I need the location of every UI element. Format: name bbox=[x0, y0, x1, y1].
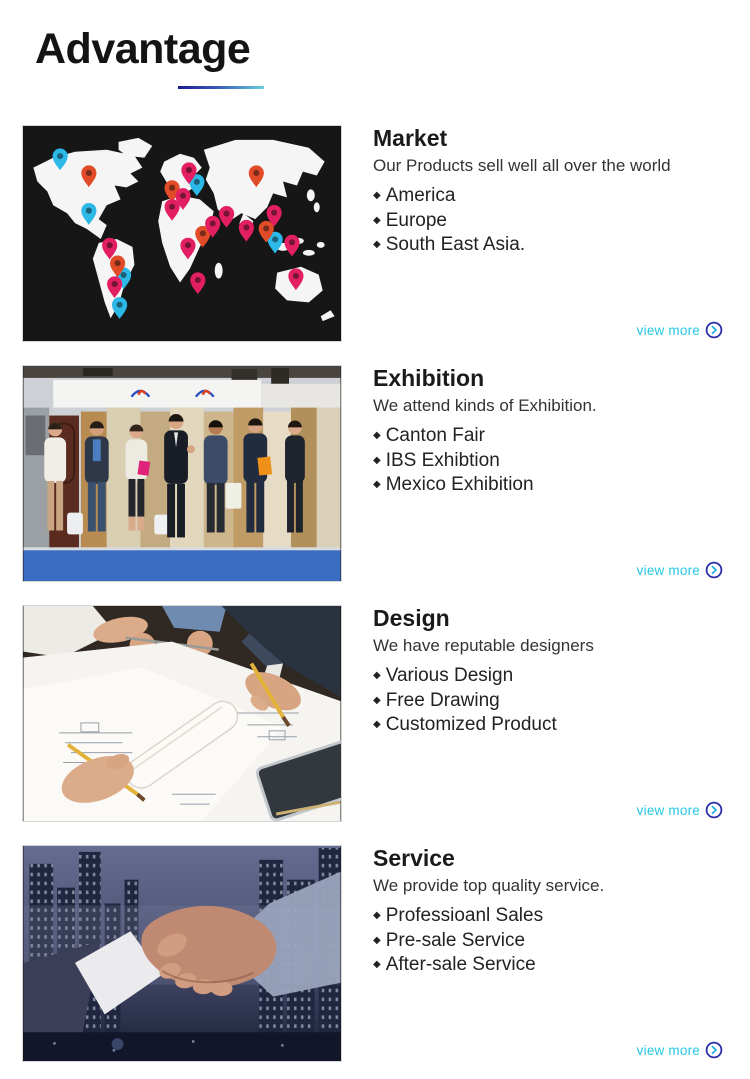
bullet-label: Mexico Exhibition bbox=[385, 474, 534, 496]
service-photo-graphic bbox=[23, 846, 341, 1061]
list-item bbox=[373, 953, 723, 978]
exhibition-photo-graphic bbox=[23, 366, 341, 581]
bullet-label: America bbox=[385, 185, 456, 207]
view-more-link[interactable] bbox=[637, 321, 723, 339]
world-map-image bbox=[22, 125, 342, 342]
diamond-bullet-icon: ◆ bbox=[373, 239, 381, 251]
view-more-label: view more bbox=[636, 322, 700, 338]
list-item bbox=[373, 233, 723, 258]
diamond-bullet-icon: ◆ bbox=[373, 934, 381, 946]
section-info bbox=[342, 605, 723, 822]
list-item bbox=[373, 664, 723, 689]
section-design bbox=[22, 605, 723, 822]
bullet-label: Pre-sale Service bbox=[385, 929, 526, 951]
section-heading: Exhibition bbox=[373, 365, 485, 391]
section-exhibition bbox=[22, 365, 723, 582]
title-underline bbox=[178, 86, 264, 89]
list-item bbox=[373, 689, 723, 714]
section-subtitle: We attend kinds of Exhibition. bbox=[373, 396, 597, 415]
section-info bbox=[342, 125, 723, 342]
bullet-list bbox=[373, 664, 723, 738]
diamond-bullet-icon: ◆ bbox=[373, 214, 381, 226]
section-service bbox=[22, 845, 723, 1062]
diamond-bullet-icon: ◆ bbox=[373, 959, 381, 971]
advantage-rows bbox=[0, 125, 750, 1062]
section-info bbox=[342, 845, 723, 1062]
diamond-bullet-icon: ◆ bbox=[373, 454, 381, 466]
designers-drafting-image bbox=[22, 605, 342, 822]
design-photo-graphic bbox=[23, 606, 341, 821]
view-more-label: view more bbox=[636, 1042, 700, 1058]
bullet-label: Professioanl Sales bbox=[385, 905, 544, 927]
diamond-bullet-icon: ◆ bbox=[373, 719, 381, 731]
view-more-link[interactable] bbox=[637, 1041, 723, 1059]
bullet-label: After-sale Service bbox=[385, 954, 536, 976]
section-market bbox=[22, 125, 723, 342]
list-item bbox=[373, 424, 723, 449]
diamond-bullet-icon: ◆ bbox=[373, 670, 381, 682]
bullet-label: Various Design bbox=[385, 665, 514, 687]
diamond-bullet-icon: ◆ bbox=[373, 430, 381, 442]
chevron-right-circle-icon bbox=[705, 561, 723, 579]
chevron-right-circle-icon bbox=[705, 321, 723, 339]
section-heading: Service bbox=[373, 845, 455, 871]
list-item bbox=[373, 449, 723, 474]
view-more-link[interactable] bbox=[637, 561, 723, 579]
bullet-list bbox=[373, 424, 723, 498]
chevron-right-circle-icon bbox=[705, 801, 723, 819]
section-info bbox=[342, 365, 723, 582]
section-subtitle: We have reputable designers bbox=[373, 636, 594, 655]
view-more-label: view more bbox=[636, 562, 700, 578]
bullet-label: Free Drawing bbox=[385, 689, 500, 711]
section-heading: Design bbox=[373, 605, 450, 631]
section-subtitle: We provide top quality service. bbox=[373, 876, 605, 895]
list-item bbox=[373, 713, 723, 738]
bullet-label: IBS Exhibtion bbox=[385, 449, 500, 471]
list-item bbox=[373, 929, 723, 954]
diamond-bullet-icon: ◆ bbox=[373, 479, 381, 491]
view-more-label: view more bbox=[636, 802, 700, 818]
list-item bbox=[373, 184, 723, 209]
list-item bbox=[373, 209, 723, 234]
page-title: Advantage bbox=[35, 25, 251, 73]
view-more-link[interactable] bbox=[637, 801, 723, 819]
list-item bbox=[373, 904, 723, 929]
chevron-right-circle-icon bbox=[705, 1041, 723, 1059]
bullet-label: South East Asia. bbox=[385, 234, 526, 256]
bullet-label: Customized Product bbox=[385, 714, 557, 736]
diamond-bullet-icon: ◆ bbox=[373, 694, 381, 706]
diamond-bullet-icon: ◆ bbox=[373, 190, 381, 202]
bullet-label: Canton Fair bbox=[385, 425, 485, 447]
section-subtitle: Our Products sell well all over the world bbox=[373, 156, 671, 175]
exhibition-team-image bbox=[22, 365, 342, 582]
list-item bbox=[373, 473, 723, 498]
bullet-label: Europe bbox=[385, 209, 447, 231]
diamond-bullet-icon: ◆ bbox=[373, 910, 381, 922]
handshake-city-image bbox=[22, 845, 342, 1062]
bullet-list bbox=[373, 184, 723, 258]
bullet-list bbox=[373, 904, 723, 978]
world-map-graphic bbox=[23, 126, 341, 341]
section-heading: Market bbox=[373, 125, 448, 151]
